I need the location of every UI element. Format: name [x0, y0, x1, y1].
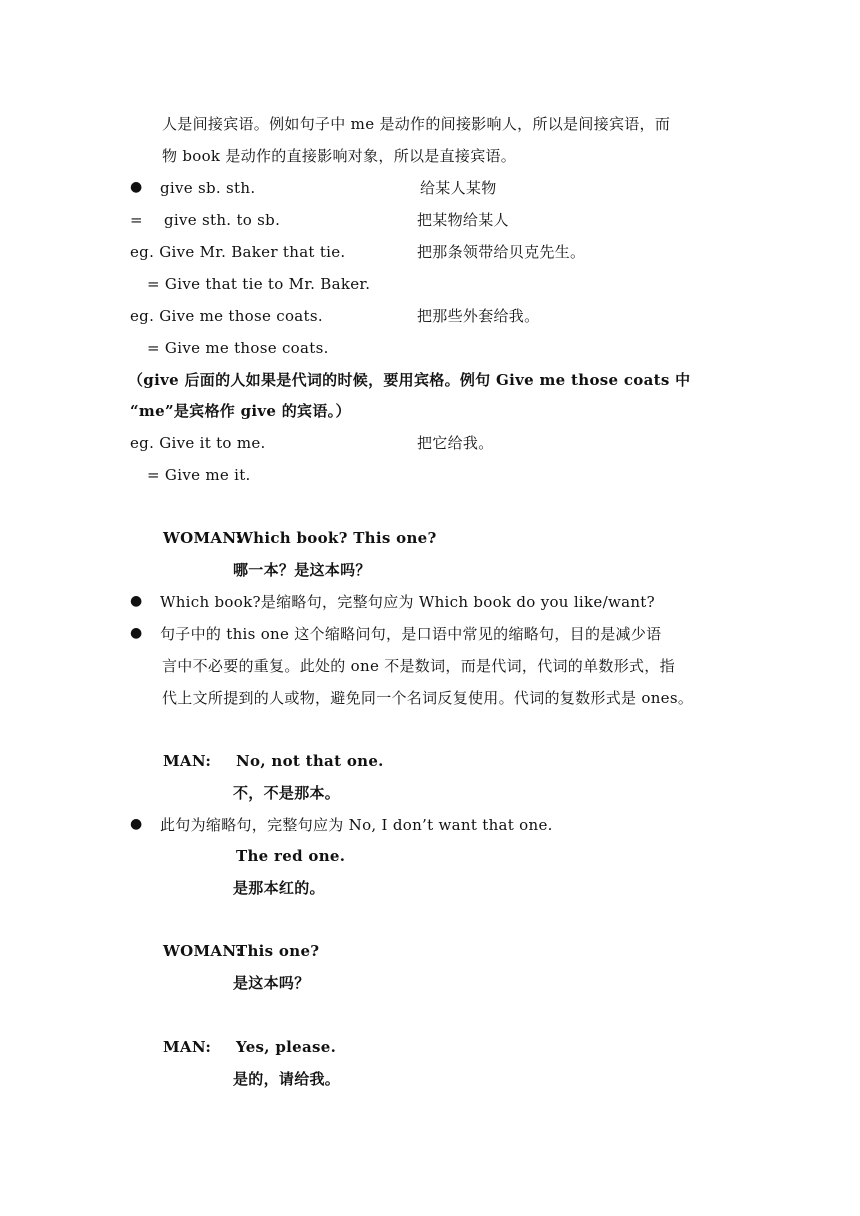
rule-2-equals: = — [130, 211, 143, 229]
intro-line-1: 人是间接宾语。例如句子中 me 是动作的间接影响人，所以是间接宾语，而 — [162, 115, 671, 133]
note-line-1: （give 后面的人如果是代词的时候，要用宾格。例句 Give me those coats 中 — [128, 371, 691, 389]
bullet-icon: ● — [130, 179, 143, 195]
dialogue-1-chinese: 哪一本？是这本吗？ — [233, 561, 371, 579]
speaker-man: MAN: — [163, 1038, 212, 1056]
note-this-one-line-1: 句子中的 this one 这个缩略问句，是口语中常见的缩略句，目的是减少语 — [160, 625, 662, 643]
note-abbreviated: 此句为缩略句，完整句应为 No, I don’t want that one. — [160, 816, 553, 834]
rule-1-english: give sb. sth. — [160, 179, 256, 197]
speaker-woman: WOMAN: — [163, 529, 242, 547]
speaker-man: MAN: — [163, 752, 212, 770]
dialogue-2-english: No, not that one. — [236, 752, 384, 770]
bullet-icon: ● — [130, 816, 143, 832]
rule-2-english: give sth. to sb. — [164, 211, 281, 229]
example-3-equivalent: = Give me it. — [147, 466, 251, 484]
rule-1-chinese: 给某人某物 — [420, 179, 497, 197]
note-this-one-line-3: 代上文所提到的人或物，避免同一个名词反复使用。代词的复数形式是 ones。 — [162, 689, 694, 707]
note-this-one-line-2: 言中不必要的重复。此处的 one 不是数词，而是代词，代词的单数形式，指 — [162, 657, 675, 675]
note-line-2: “me”是宾格作 give 的宾语。） — [130, 402, 351, 420]
dialogue-4-chinese: 是这本吗？ — [233, 974, 310, 992]
example-2-chinese: 把那些外套给我。 — [417, 307, 540, 325]
speaker-woman: WOMAN: — [163, 942, 242, 960]
example-2-english: eg. Give me those coats. — [130, 307, 323, 325]
dialogue-3-english: The red one. — [236, 847, 346, 865]
example-2-equivalent: = Give me those coats. — [147, 339, 329, 357]
bullet-icon: ● — [130, 593, 143, 609]
example-1-chinese: 把那条领带给贝克先生。 — [417, 243, 586, 261]
example-3-chinese: 把它给我。 — [417, 434, 494, 452]
dialogue-3-chinese: 是那本红的。 — [233, 879, 325, 897]
rule-2-chinese: 把某物给某人 — [417, 211, 509, 229]
dialogue-2-chinese: 不，不是那本。 — [233, 784, 341, 802]
dialogue-5-chinese: 是的，请给我。 — [233, 1070, 341, 1088]
dialogue-1-english: Which book? This one? — [236, 529, 437, 547]
example-1-equivalent: = Give that tie to Mr. Baker. — [147, 275, 371, 293]
example-3-english: eg. Give it to me. — [130, 434, 266, 452]
intro-line-2: 物 book 是动作的直接影响对象，所以是直接宾语。 — [162, 147, 517, 165]
bullet-icon: ● — [130, 625, 143, 641]
dialogue-4-english: This one? — [236, 942, 320, 960]
example-1-english: eg. Give Mr. Baker that tie. — [130, 243, 346, 261]
note-which-book: Which book?是缩略句，完整句应为 Which book do you like/want? — [160, 593, 655, 611]
dialogue-5-english: Yes, please. — [236, 1038, 337, 1056]
